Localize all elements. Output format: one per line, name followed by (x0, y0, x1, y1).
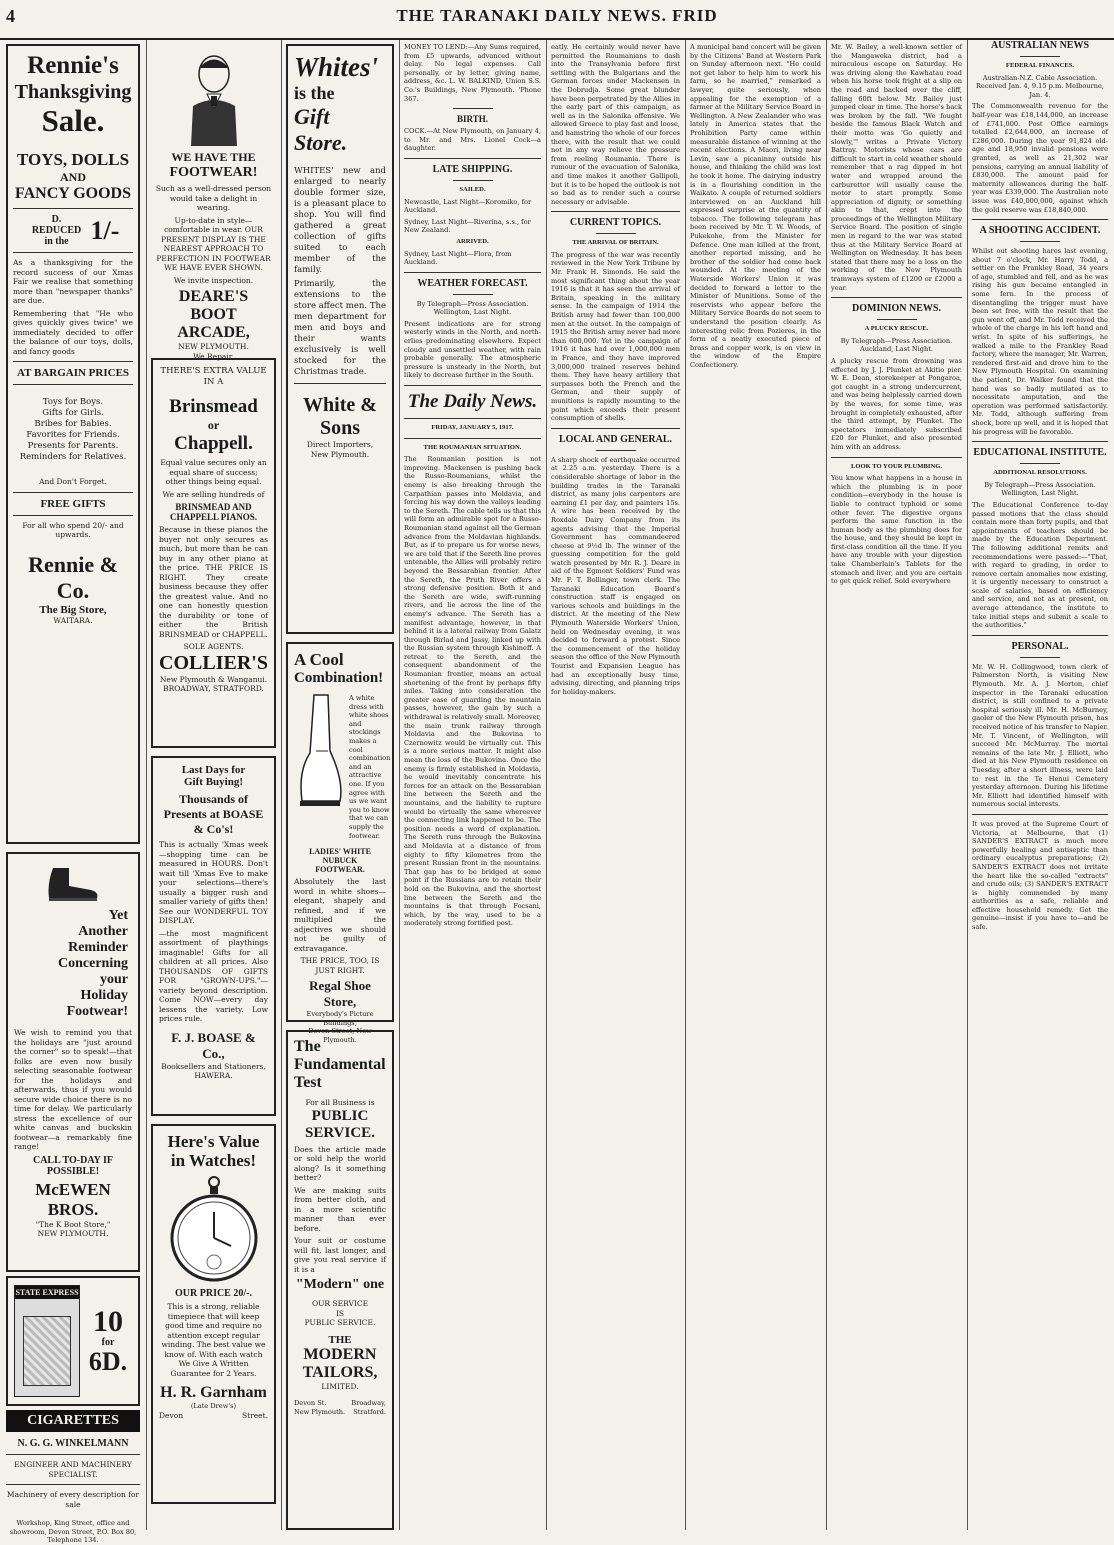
divider (972, 219, 1108, 220)
branch-street: Devon St. (294, 1399, 327, 1407)
advertiser-address: Devon Street, New Plymouth. (308, 1027, 372, 1044)
divider (13, 252, 133, 253)
divider (404, 385, 541, 386)
advertiser-note: We Repair. (193, 351, 234, 361)
section-heading: LATE SHIPPING. (432, 163, 513, 175)
headline-line: Yet (108, 908, 128, 923)
list-item: Favorites for Friends. (26, 430, 120, 440)
shipping-item: Newcastle, Last Night—Koromiko, for Auckland. (404, 197, 532, 215)
ad-headline: Rennie's (27, 52, 119, 79)
advertiser-name: N. G. G. WINKELMANN (17, 1438, 129, 1449)
ad-body: A white dress with white shoes and stockings makes a cool combination and an attractive one. If you agree with us we want you to know that we can supply the footwear. (349, 694, 391, 840)
deare-ad (151, 40, 276, 361)
column-rule (826, 40, 827, 1530)
ad-body: We invite inspection. (173, 275, 254, 285)
state-express-ad (6, 1276, 140, 1406)
advertiser-name: MODERN (303, 1345, 377, 1363)
ad-body: Remembering that "He who gives quickly gives twice" we immediately decided to offer the balance of our toys, dolls, and fancy goods (13, 308, 133, 356)
article-body: Mr. W. H. Collingwood, town clerk of Palmerston North, is visiting New Plymouth. Mr. A. J. Morton, chief inspector in the Taranaki education district, is still confined to a private hospital seriously ill. Mr. H. McBurney, gaoler of the New Plymouth prison, has received notice of his transfer to Napier. Mr. T. Vincent, of Wellington, will succeed Mr. McMurray. The mortal remains of the late Mr. J. Elliott, who died at his New Plymouth residence on Tuesday, after a short illness, were laid to rest in the Te Henui Cemetery yesterday afternoon. During his lifetime Mr. Elliott had identified himself with numerous social interests. (972, 662, 1108, 809)
advertiser-name (155, 288, 272, 342)
column-7 (831, 40, 962, 1530)
divider (551, 211, 680, 212)
ad-body: As a thanksgiving for the record success of our Xmas Fair we realise that something more than "newspaper thanks" are due. (13, 258, 133, 305)
divider (6, 1454, 140, 1455)
ad-subhead: AND (60, 170, 86, 184)
ad-headline: PUBLIC SERVICE. (305, 1107, 375, 1141)
section-heading: AUSTRALIAN NEWS (990, 40, 1090, 51)
notice-body: COCK.—At New Plymouth, on January 4, to Mr. and Mrs. Lionel Cock—a daughter. (404, 127, 541, 153)
name-line: DEARE'S (178, 288, 249, 305)
headline-line: Concerning (58, 956, 128, 971)
ad-body: We are making suits from better cloth, and in a more scientific manner than ever before. (294, 1185, 386, 1233)
advertiser-name: Regal Shoe Store, (309, 978, 371, 1010)
advertiser-name: COLLIER'S (159, 651, 268, 674)
ad-quote: "Modern" one (295, 1277, 385, 1292)
ad-body: Such as a well-dressed person would take a delight in wearing. (155, 184, 272, 212)
ad-headline: Combination! (294, 670, 384, 686)
divider (404, 272, 541, 273)
ad-top-line: THERE'S EXTRA VALUE IN A (160, 366, 267, 387)
advertiser-town: NEW PLYMOUTH. (37, 1229, 109, 1238)
article-body: A sharp shock of earthquake occurred at 2.25 a.m. yesterday. There is a considerable shortage of labor in the building trades in the Taranaki district, as many jobs carpenters are earning £1 per day, and painters 15s. A wire has been received by the Roxdale Dairy Company from its agents advising that the Imperial Government has commandeered cheese at 9½d lb. The winner of the guessing competition for the gold watch presented by Mr. R. J. Deare in aid of the Egmont Soldiers' Fund was Mr. F. T. Bollinger, town clerk. The Taranaki Education Board's construction staff is engaged on various schools and buildings in the district. At the meeting of the New Plymouth Waterside Workers' Union, held on Wednesday evening, it was decided to forward a protest. Since the commencement of the holiday season the office of the New Plymouth Tourist and Expansion League has had an exceptionally busy time, advising, directing, and planning trips for holiday-makers. (551, 455, 680, 696)
ad-body: And Don't Forget. (39, 477, 107, 486)
ad-headline: FOOTWEAR! (169, 165, 258, 180)
ad-headline: Thanksgiving (14, 81, 132, 103)
pocket-watch-icon (159, 1174, 268, 1284)
boot-icon (14, 864, 132, 904)
section-heading: BIRTH. (457, 114, 488, 125)
divider (551, 428, 680, 429)
divider (596, 450, 636, 451)
headline-line: your (100, 972, 128, 987)
ad-body: Because in these pianos the buyer not only secures as much, but more than he can buy in any other piano at the price. THE PRICE IS RIGHT. They create business because they offer the greatest value. And no one can honestly question the durability or tone of either the British BRINSMEAD or CHAPPELL. (159, 525, 268, 639)
article-body: The Educational Conference to-day passed motions that the class should contain more than forty pupils, and that appointments of teachers should be made by the Education Department. The following additional remits and recommendations were passed:—"That, with regard to grading, in order to remove certain anomalies now existing, it is urgently necessary to construct a scale of salaries, based on efficiency and service, and not as at present, on average attendance, the institute to take initial steps and submit a scale to the authorities." (972, 500, 1108, 630)
article-body: You know what happens in a house in which the plumbing is in poor condition—everybody in the house is liable to contract typhoid or some other fever. The digestive organs perform the same function in the human body as the plumbing does for the house, and they should be kept in first-class condition all the time. If you have any trouble with your digestion take Chamberlain's Tablets for the stomach and liver, and you are certain to get quick relief. Sold everywhere (831, 474, 962, 586)
ad-subhead: FREE GIFTS (40, 497, 106, 510)
section-heading: EDUCATIONAL INSTITUTE. (973, 447, 1107, 459)
ad-body: For all who spend 20/- and upwards. (22, 520, 124, 539)
divider (13, 492, 133, 493)
advertiser-name: White & Sons (303, 394, 377, 439)
article-heading: ADDITIONAL RESOLUTIONS. (993, 469, 1087, 477)
winkelmann-ad (6, 1438, 140, 1545)
ad-subhead: For all Business is (305, 1098, 375, 1107)
service-line: OUR SERVICE (311, 1299, 369, 1308)
advertiser-tagline: "The K Boot Store," (35, 1219, 111, 1229)
product-caption: LADIES' WHITE NUBUCK (309, 847, 371, 866)
divider (13, 208, 133, 209)
ad-subhead: FANCY GOODS (15, 185, 131, 202)
divider (453, 180, 493, 181)
list-item: Gifts for Girls. (42, 408, 104, 418)
ad-body: Absolutely the last word in white shoes—elegant, shapely and refined, and if we multiplied the adjectives we should not be guilty of extravagance. (294, 877, 386, 953)
ad-headline: Here's Value (167, 1132, 260, 1151)
advertiser-address: Workshop, King Street, office and showroom, Devon Street, P.O. Box 80, Telephone 134. (9, 1519, 137, 1545)
divider (831, 297, 962, 298)
ad-headline: Gift Store. (294, 104, 348, 155)
section-heading: WEATHER FORECAST. (417, 277, 528, 289)
advertiser-note: (Late Drew's) (190, 1402, 237, 1410)
advertiser-trade: Booksellers and Stationers, (161, 1061, 266, 1071)
colliers-ad (151, 358, 276, 748)
byline: By Telegraph—Press Association. Wellington, Last Night. (416, 299, 529, 317)
ad-body: This is actually 'Xmas week—shopping time can be measured in HOURS. Don't wait till 'Xmas Eve to make your selections—there's usually a bigger rush and smaller variety of gifts then! See our WONDERFUL TOY DISPLAY. (159, 840, 268, 925)
pack-count: 10 (93, 1304, 123, 1338)
divider (972, 814, 1108, 815)
ad-body: We wish to remind you that the holidays are "just around the corner" so to speak!—that folks are even now busily selecting seasonable footwear for the holidays and afterwards, thus if you would secure wide choice there is no time for delay. We particularly stress the excellence of our white canvas and buckskin footwear—a remarkably fine range! (14, 1028, 132, 1151)
shipping-item: Sydney, Last Night—Riverina, s.s., for New Zealand. (404, 217, 531, 235)
advertiser-town: HAWERA. (194, 1071, 233, 1080)
section-heading: LOCAL AND GENERAL. (558, 433, 673, 445)
column-2 (151, 40, 276, 1530)
ad-body: Up-to-date in style—comfortable in wear. OUR PRESENT DISPLAY IS THE NEAREST APPROACH TO PERFECTION IN FOOTWEAR WE HAVE EVER SHOWN. (156, 215, 271, 272)
service-line: IS (335, 1308, 345, 1318)
ad-body: Machinery of every description for sale (6, 1490, 140, 1509)
headline-line: Reminder (68, 940, 128, 955)
ad-subhead: Last Days for (181, 764, 246, 776)
advertiser-address: BROADWAY, STRATFORD. (163, 684, 264, 693)
column-rule (146, 40, 147, 1530)
divider (404, 158, 541, 159)
byline: By Telegraph—Press Association. Auckland, Last Night. (840, 336, 953, 354)
cigarette-tin-illustration (14, 1285, 80, 1397)
ad-headline: Fundamental (294, 1056, 386, 1073)
article-heading: THE ROUMANIAN SITUATION. (423, 443, 522, 451)
branch-town: New Plymouth. (294, 1407, 346, 1416)
byline: Australian-N.Z. Cable Association. Received Jan. 4, 9.15 p.m. Melbourne, Jan. 4. (975, 73, 1105, 99)
ad-headline: Thousands of Presents at BOASE & Co's! (163, 792, 264, 836)
byline: By Telegraph—Press Association. Wellington, Last Night. (984, 480, 1096, 498)
product-caption: FOOTWEAR. (315, 865, 365, 875)
advertisement-text: It was proved at the Supreme Court of Victoria, at Melbourne, that (1) SANDER'S EXTRACT is much more powerfully healing and antiseptic than ordinary eucalyptus preparations; (2) SANDER'S EXTRACT does not irritate the heart like the so-called "extracts" and crude oils; (3) SANDER'S EXTRACT is highly commended by many authorities as a safe, reliable and effective household remedy. Get the genuine—insist if you have to—and be safe. (972, 819, 1108, 932)
ad-subhead: Gift Buying! (184, 776, 243, 788)
column-5 (551, 40, 680, 1530)
ad-subhead: AT BARGAIN PRICES (16, 367, 130, 379)
ad-headline: in Watches! (170, 1151, 257, 1170)
modern-tailors-ad (286, 1030, 394, 1530)
edition-date: FRIDAY, JANUARY 5, 1917. (431, 424, 514, 432)
boase-ad (151, 756, 276, 1116)
branch-street: Broadway, (351, 1399, 386, 1407)
shipping-item: Sydney, Last Night—Flora, from Auckland. (404, 249, 512, 267)
ad-call: CALL TO-DAY IF POSSIBLE! (32, 1154, 114, 1177)
ad-subhead: TOYS, DOLLS (16, 150, 130, 169)
ad-headline: Chappell. (174, 433, 253, 454)
price: 6D. (88, 1346, 128, 1376)
article-body: The progress of the war was recently reviewed in the New York Tribune by Mr. Frank H. Simonds. He said the most significant thing about the year 1916 is that it has seen the arrival of Britain, speaking in the military sense. In the campaign of 1914 the British army had fewer than 100,000 men at the outset. In the campaign of 1915 the British army never had more than 600,000. Yet in the campaign of 1916 it has had over 1,000,000 men in France, and they have improved 3,000,000 trained reserves behind them. They have heavy artillery that surpasses both the French and the German, and their supply of munitions is rapidly mounting to the point which exceeds their present consumption of shells. (551, 250, 680, 423)
divider (831, 457, 962, 458)
divider (972, 635, 1108, 636)
price-note: THE PRICE, TOO, IS JUST RIGHT. (300, 956, 380, 975)
newspaper-title: THE TARANAKI DAILY NEWS. FRID (396, 6, 718, 25)
ad-headline: or (207, 418, 220, 432)
advertiser-tagline: Direct Importers, (306, 440, 374, 449)
divider (1020, 657, 1060, 658)
cigarettes-banner: CIGARETTES (6, 1410, 140, 1432)
ad-body: Equal value secures only an equal share of success; other things being equal. (160, 458, 267, 486)
ad-body: Your suit or costume will fit, last longer, and give you real service if it is a (294, 1236, 386, 1274)
advertiser-name: McEWEN BROS. (35, 1179, 111, 1219)
article-heading: FEDERAL FINANCES. (1005, 62, 1075, 69)
advertiser-towns: New Plymouth & Wanganui. (159, 674, 268, 684)
article-heading: LOOK TO YOUR PLUMBING. (850, 462, 943, 470)
classified-notice: MONEY TO LEND:—Any Sums required, from £5 upwards, advanced without delay. No legal expenses. Call personally, or by letter, giving name, address, &c. L. W. BALKIND, Union S.S. Co.'s Buildings, New Plymouth. 'Phone 367. (404, 43, 541, 103)
column-rule (399, 40, 400, 1530)
gift-list (13, 397, 133, 463)
garnham-ad (151, 1124, 276, 1504)
brand-label: STATE EXPRESS (15, 1288, 79, 1297)
ad-subhead: BRINSMEAD AND CHAPPELL PIANOS. (169, 502, 257, 522)
column-4 (404, 40, 541, 1530)
divider (13, 515, 133, 516)
ad-body: We are selling hundreds of (162, 489, 265, 499)
advertiser-town: New Plymouth. (310, 449, 370, 459)
ad-headline: Test (294, 1074, 322, 1091)
divider (6, 1484, 140, 1485)
ad-body: Does the article made or sold help the world along? Is it something better? (294, 1144, 386, 1182)
whites-ad (286, 44, 394, 634)
street-label: Street. (241, 1410, 268, 1420)
advertiser-tagline: The Big Store, (39, 603, 107, 616)
advertiser-tagline: Everybody's Picture Buildings, (306, 1010, 374, 1027)
divider (1020, 56, 1060, 57)
paper-nameplate: The Daily News. (407, 391, 538, 413)
gentleman-portrait (155, 46, 272, 146)
divider (294, 383, 386, 384)
advertiser-name: Rennie & Co. (28, 551, 118, 603)
column-rule (685, 40, 686, 1530)
article-body: Whilst out shooting hares last evening, about 7 o'clock, Mr. Harry Todd, a settler on the Frankley Road, 34 years of age, stumbled and fell, and as he was rising his gun became entangled in some fern. In the process of disentangling the trigger must have been set free, with the result that the gun went off, and Mr. Todd received the whole of the charge in his left hand and wrist. In spite of his sufferings, he walked a mile to the Frankley Road factory, where the manager, Mr. Warren, rendered first-aid and drove him to the New Plymouth Hospital. On examining the patient, Dr. Walker found that the hand was so badly mutilated as to necessitate amputation, and the operation was performed satisfactorily. Mr. Todd, although suffering from shock, bore up well, and it is hoped that his progress will be favorable. (972, 247, 1108, 436)
list-item: Reminders for Relatives. (19, 452, 127, 462)
headline-line: Another (78, 924, 128, 939)
article-heading: THE ARRIVAL OF BRITAIN. (572, 239, 659, 247)
regal-ad (286, 642, 394, 1044)
column-rule (967, 40, 968, 1530)
section-heading: PERSONAL. (1011, 640, 1069, 652)
column-8 (972, 40, 1108, 1530)
ad-headline (14, 908, 132, 1020)
advertiser-town: WAITARA. (53, 615, 93, 625)
article-body: The Commonwealth revenue for the half-year was £18,144,000, an increase of £741,000. Post Office earnings totalled £2,644,000, an increase of £286,000. During the year 91,824 old-age and 18,950 invalid pensions were granted, as well as 21,302 war pensions, carrying an annual liability of £830,000. The amount paid for maternity allowances during the half-year was £339,000. The Australian note issue was £40,000,000, against which the gold reserve was £18,840,000. (972, 102, 1108, 214)
column-3 (286, 40, 394, 1530)
advertiser-name: THE (328, 1333, 352, 1346)
list-item: Presents for Parents. (27, 441, 119, 451)
advertiser-town: NEW PLYMOUTH. (178, 342, 249, 351)
divider (404, 438, 541, 439)
headline-line: Holiday (80, 988, 128, 1003)
column-rule (546, 40, 547, 1530)
masthead (0, 0, 1114, 40)
advertiser-name: TAILORS, (302, 1363, 378, 1381)
name-line: ARCADE, (177, 324, 250, 341)
article-body: Mr. W. Bailey, a well-known settler of the Mangaweka district, had a miraculous escape on Saturday. He was driving along the Kawhatau road when his horse took fright at a slip on the road and backed over the cliff, falling 60ft below. Mr. Bailey just jumped clear in time. The horse's back was broken by the fall. "We fought beside the famous Black Watch and their motto was 'Go quietly and slowly,'" writes a Private Victory Battray. Motorists whose cars are difficult to start in cold weather should remember that a rag dipped in hot water and wrapped around the carburettor will usually cause the motor to start promptly. Some appreciation of dignity, or something akin to that, crept into the proceedings of the Wellington Military Service Board. The position of single men in regard to the war was stated thus at the Military Service Board at Wellington on Wednesday. It has been stated that there may be a loss on the working of the New Plymouth tramways system of £1200 or £2000 a year. (831, 43, 962, 292)
ad-headline: is the (294, 83, 335, 103)
ad-headline: Sale. (41, 103, 105, 138)
list-item: Toys for Boys. (42, 397, 104, 407)
reduced-label: D. REDUCED in the (31, 214, 82, 247)
shoe-icon (294, 691, 346, 843)
headline-line: Footwear! (66, 1004, 128, 1019)
service-line: PUBLIC SERVICE. (304, 1318, 376, 1327)
article-body: A plucky rescue from drowning was effected by J. J. Plunket at Akitio pier. W. E. Dean, storekeeper at Pongaroa, got caught in a strong undercurrent, and was being helplessly carried down by the waves, for some time, was brought in completely exhausted, after the third attempt, by Plunket. The spectators immediately subscribed £20 for Plunket, and also presented him with an address. (831, 357, 962, 451)
divider (1020, 463, 1060, 464)
article-body: Present indications are for strong westerly winds in the North, and north-erlies predominating elsewhere. Expect cloudy and unsettled weather, with rain probable generally. The atmospheric pressure is unsteady in the North, but likely to decrease further in the South. (404, 319, 541, 380)
advertiser-name: H. R. Garnham (160, 1384, 267, 1401)
price: OUR PRICE 20/-. (175, 1288, 252, 1299)
article-heading: A PLUCKY RESCUE. (864, 325, 929, 333)
advertiser-trade: ENGINEER AND MACHINERY SPECIALIST. (14, 1460, 132, 1479)
street-label: Devon (159, 1410, 184, 1420)
advertiser-suffix: LIMITED. (321, 1381, 359, 1391)
divider (453, 294, 493, 295)
article-body: eatly. He certainly would never have permitted the Roumanians to dash into the Transylvania before first settling with the Bulgarians and the German forces under Mackensen in the Dobrudja. Some great blunder have been perpetrated by the Allies in the early part of this campaign, as well as in the Salonika offensive. We allowed Greece to play fast and loose, and hamstring the whole of our forces there, with the result that we could not in any way relieve the pressure from reeling Roumania. There is rumour of the evacuation of Salonika, and time makes it another Gallipoli, but it is to be hoped the outlook is not so bad as to render such a course necessary or advisable. (551, 43, 680, 206)
ad-body: —the most magnificent assortment of playthings imaginable! Gifts for all children at all prices. Also THOUSANDS OF GIFTS FOR "GROWN-UPS."—variety beyond description. Come NOW—every day lessens the variety. Low prices rule. (159, 928, 268, 1023)
sub-heading: SAILED. (459, 185, 486, 193)
section-heading: A SHOOTING ACCIDENT. (979, 225, 1101, 237)
rennie-ad (6, 44, 140, 844)
sub-heading: ARRIVED. (456, 237, 489, 245)
name-line: BOOT (190, 306, 237, 323)
sole-agents-label: SOLE AGENTS. (183, 642, 244, 651)
section-heading: CURRENT TOPICS. (569, 217, 662, 229)
page-number: 4 (6, 6, 15, 26)
ad-body: This is a strong, reliable timepiece that will keep good time and require no attention except regular winding. The best value we know of. With each watch We Give A Written Guarantee for 2 Years. (161, 1302, 266, 1378)
divider (877, 319, 917, 320)
ad-headline: The (294, 1038, 321, 1055)
column-1 (6, 40, 140, 1545)
ad-subhead: WE HAVE THE (171, 150, 256, 164)
article-body: The Roumanian position is not improving. Mackensen is pushing back the Russo-Roumanians, whilst the enemy is also breaking through the Carpathian passes into Moldavia, and forcing his way down the valleys leading to the Sereth. The cable tells us that this will form an admirable spot for a Russo-Roumanian stand against all the German advance from the Moldavian highlands. But, as if to prepare us for worse news, we are told that if the Sereth line proves untenable, the Allies will probably retire beyond the Bessarabian frontier. After the Sereth, the Pruth River offers a strong defensive position. Both it and the Sereth are wide, swift-running rivers, and lie across the line of the enemy's advance. The Sereth has a manifest advantage, however, in that behind it is a lateral railway from Galatz through Birlad and Jassy, linked up with the Russian system through Kishineff. A retreat to the Sereth, and the consequent abandonment of the Roumanian frontier, means an actual shortening of the front by perhaps fifty miles. Taking into consideration the greater ease of guarding the mountain passes, however, the gain by such a withdrawal is relatively small. Moreover, the main trunk railway through Moldavia and the Bukovina to Czernowitz would be virtually cut. This is a more serious matter. It might also mean the loss of the Bukovina. Once the enemy is firmly established in Moldavia, he would inevitably concentrate his forces for an attack on the Bessarabian line between the Sereth and the mountains, and the liability to rupture would be virtually the same whereever the connecting link happened to be. The position needs a word of explanation. The Sereth runs through the Bukovina and Moldavia at a distance of from eighty to fifty kilometres from the present Russian front in the mountains. That gap has to be bridged at some point if the Russians are to retain their hold on the Bukovina, and the shortest line between the Sereth and the mountains is that through Focsani, which, by the way, used to be a moderately strong fortified post. (404, 455, 541, 928)
ad-headline: Brinsmead (169, 396, 258, 417)
divider (1020, 241, 1060, 242)
ad-body: WHITES' new and enlarged to nearly double former size, is a pleasant place to shop. You will find gathered a great collection of gifts suited to each member of the family. (294, 166, 386, 275)
divider (404, 418, 541, 419)
section-heading: DOMINION NEWS. (852, 303, 941, 315)
divider (13, 384, 133, 385)
price: 1/- (90, 215, 120, 245)
ad-body: Primarily, the extensions to the store affect men. The men department for men and boys and their wants exclusively is well stocked for the Christmas trade. (294, 279, 386, 377)
ad-headline: Whites' (294, 52, 379, 82)
for-label: for (101, 1336, 115, 1348)
divider (453, 108, 493, 109)
branch-town: Stratford. (353, 1407, 386, 1416)
article-body: A municipal band concert will be given by the Citizens' Band at Western Park on Sunday afternoon next. "He could not get labor to help him to work his farm, so he married," remarked a lawyer, quite seriously, when appealing for the exemption of a farmer at the Military Service Board in Wellington. A New Zealander who was lately in America states that the Prohibition Party came within measurable distance of winning at the recent elections. A Maori, living near Levin, saw a picaninny outside his house, and thinking the child was lost he took it home. The dairying industry is in a flourishing condition in the Waikato. A couple of returned soldiers interviewed on an Auckland hill expressed surprise at the quantity of tobacco. The following telegram has been received by Mr. T. W. Woods, of Pukekohe, from the Minister for Defence. One man killed at the front, another reported missing, and he brother of the soldier had come back wounded. At the meeting of the Waterside Workers' Union it was decided to forward a letter to the Minister of Munitions. Some of the reservists who appear before the Military Service Boards do not seem to understand the position clearly. As interesting relic from Pozieres, in the form of a neatly executed piece of brass and copper work, is on view in the window of the Empire Confectionery. (690, 43, 821, 369)
divider (972, 441, 1108, 442)
tin-pattern (23, 1316, 71, 1386)
divider (596, 233, 636, 234)
column-rule (281, 40, 282, 1530)
mcewen-ad (6, 852, 140, 1272)
column-6 (690, 40, 821, 1530)
advertiser-name: F. J. BOASE & Co., (171, 1029, 256, 1061)
list-item: Bribes for Babies. (34, 419, 112, 429)
divider (13, 361, 133, 362)
ad-headline: A Cool (294, 650, 344, 669)
